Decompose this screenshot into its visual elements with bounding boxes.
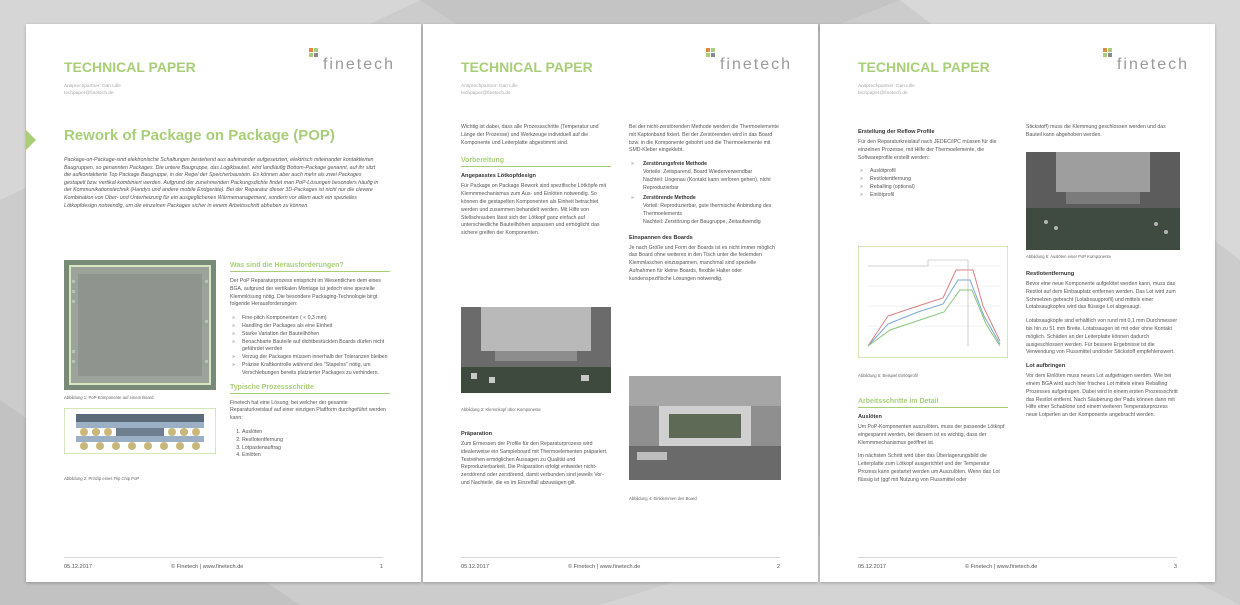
list-item: » Benachbarte Bauteile auf dichtbestückten Boards dürfen nicht gefährdet werden bbox=[230, 339, 390, 355]
reflow-text: Für den Reparaturkreislauf nach JEDEC/IPC müssen für die einzelnen Prozesse, mit Hilfe der Thermoelemente, die Softwareprofile erstellt werden: bbox=[858, 139, 997, 161]
finetech-logo bbox=[702, 48, 792, 74]
head-design-text: Für Package on Package Rework sind spezifische Lötköpfe mit Klemmmechanismus zum Aus- und Einlöten notwendig. So können die gestapelten Komponenten als Einheit betrachtet werden und zusammen behandelt werden. Mit Hilfe von Stellschrauben lässt sich der Lötkopf ganz einfach auf unterschiedliche Bauteilhöhen anpassen und ermöglicht das sichere greifen der Komponenten. bbox=[461, 183, 607, 237]
logo-mark-icon bbox=[706, 48, 716, 58]
right-column bbox=[629, 124, 783, 290]
method-con: Nachteil: Ungenau (Kontakt kann verloren gehen), nicht Reproduzierbar bbox=[643, 176, 771, 191]
clamp-head-photo bbox=[461, 307, 611, 393]
contact-name: Ansprechpartner: Dan Lille bbox=[64, 84, 121, 89]
method-name: Zerstörende Methode bbox=[643, 195, 696, 202]
list-item: » Verzug der Packages müssen innerhalb der Toleranzen bleiben bbox=[230, 354, 390, 362]
right-column-lower bbox=[1026, 254, 1180, 426]
head-design-heading: Angepasstes Lötkopfdesign bbox=[461, 173, 536, 180]
flipchip-diagram bbox=[64, 408, 216, 454]
residue-heading: Restlotentfernung bbox=[1026, 271, 1075, 277]
finetech-logo bbox=[1099, 48, 1189, 74]
typical-steps-heading: Typische Prozessschritte bbox=[230, 384, 390, 394]
preparation-subheading: Präparation bbox=[461, 431, 493, 437]
typical-steps-text: Finetech hat eine Lösung, bei welcher der gesamte Reparaturkreislauf auf einer einzigen Plattform durchgeführt werden kann: bbox=[230, 399, 386, 422]
document-page-2 bbox=[423, 24, 818, 582]
solder-profile-graph bbox=[858, 246, 1008, 358]
desoldering-photo bbox=[1026, 152, 1180, 250]
list-item: » Einlötprofil bbox=[858, 192, 1008, 200]
left-column bbox=[858, 124, 1008, 206]
left-column bbox=[461, 124, 611, 244]
right-column bbox=[1026, 124, 1180, 146]
desolder-heading: Auslöten bbox=[858, 414, 882, 420]
header-contact bbox=[461, 83, 518, 97]
intro-paragraph: Wichtig ist dabei, dass alle Prozessschritte (Temperatur und Länge der Prozesse) und Werkzeuge individuell auf die Komponente und Leiterplatte abgestimmt sind. bbox=[461, 124, 599, 146]
list-item: 4. Einlöten bbox=[242, 452, 390, 460]
footer-copyright: © Finetech | www.finetech.de bbox=[965, 564, 1038, 570]
list-item: » Auslötprofil bbox=[858, 168, 1008, 176]
list-item: » Präzise Kraftkontrolle während des "Stapelns" nötig, um Verschiebungen bereits platzierter Packages zu verhindern. bbox=[230, 362, 390, 378]
board-clamp-photo bbox=[629, 376, 781, 480]
list-item: » Handling der Packages als eine Einheit bbox=[230, 323, 390, 331]
method-item bbox=[629, 195, 783, 226]
preparation-column bbox=[461, 426, 611, 494]
apply-solder-text: Vor dem Einlöten muss neues Lot aufgetragen werden. Wie bei einem BGA wird auch hier frisches Lot mittels eines Reballing Prozesses aufgetragen. Dabei wird in einem ersten Prozessschritt das Restlot entfernt. Nach Säuberung der Pads können dann mit Hilfe einer Schablone und einem weiteren Temperaturprozess neue Lotperlen an der Komponente angebracht werden. bbox=[1026, 373, 1178, 419]
apply-solder-heading: Lot aufbringen bbox=[1026, 363, 1066, 370]
list-item: » Restlotentfernung bbox=[858, 176, 1008, 184]
footer-copyright: © Finetech | www.finetech.de bbox=[171, 564, 244, 570]
page-number: 3 bbox=[1173, 564, 1177, 570]
challenges-heading: Was sind die Herausforderungen? bbox=[230, 262, 390, 272]
footer-date: 05.12.2017 bbox=[64, 564, 92, 570]
logo-text: finetech bbox=[1116, 56, 1189, 73]
preparation-text: Zum Ermessen der Profile für den Reparaturprozess wird idealerweise ein Sampleboard mit Thermoelementen präpariert. Testreihen ermöglichen Aussagen zu Qualität und Reproduzierbarkeit. Die Präparation erfolgt entweder nicht-zerstörend oder zerstörend, damit verbunden sind jeweils Vor- und Nachteile, die es im Einzelfall abzuwägen gilt. bbox=[461, 441, 608, 486]
header-title: TECHNICAL PAPER bbox=[64, 59, 196, 75]
detail-heading: Arbeitsschritte im Detail bbox=[858, 398, 1008, 408]
list-item: 1. Auslöten bbox=[242, 429, 390, 437]
method-name: Zerstörungsfreie Methode bbox=[643, 161, 707, 168]
intro-paragraph: Package-on-Package-sind elektronische Schaltungen bestehend aus aufeinander aufgesetzten, elektrisch miteinander kontaktierten Baugruppen, so genannten Packages. Die untere Baugruppe, das Logikbauteil, wird landläufig Bottom-Package genannt, auf ihr sitzt die aufkontaktierte Top Package Baugruppe, in der Regel der Speicherbaustein. Es können aber auch mehr als zwei Packages gestapelt bzw. vertikal kombiniert werden. Aufgrund der zunehmenden Packungsdichte findet man PoP-Lösungen besonders häufig in der Kommunikationstechnik (Handys und andere mobile Endgeräte). Bei der Reparatur dieser 3D-Packages ist nicht nur die clevere Kombination von Ober- und Unterheizung für ein ausgeglichenes Wärmemanagement, sondern vor allem auch ein spezielles Lötkopfdesign notwendig, um die einzelnen Packages sicher in einem Arbeitsschritt abheben zu können. bbox=[64, 157, 379, 209]
figure-6-caption: Abbildung 6: Auslöten einer PoP Komponente bbox=[1026, 254, 1111, 259]
desolder-text-2: Im nächsten Schritt wird über das Überlagerungsbild die Leiterplatte zum Lötkopf ausgerichtet und der Temperatur Prozess kann gestartet werden um Auszulöten. Wenn das Lot flüssig ist (ggf mit Nutzung von Flussmittel oder bbox=[858, 453, 1000, 483]
contact-name: Ansprechpartner: Dan Lille bbox=[858, 84, 915, 89]
page-number: 1 bbox=[379, 564, 383, 570]
figure-4-caption: Abbildung 4: Einklemmen des Board bbox=[629, 496, 697, 501]
figure-2-caption: Abbildung 2: Prinzip eines Flip Chip PoP bbox=[64, 476, 140, 481]
list-item: » Reballing (optional) bbox=[858, 184, 1008, 192]
document-page-3 bbox=[820, 24, 1215, 582]
header-title: TECHNICAL PAPER bbox=[858, 59, 990, 75]
clamp-text: Je nach Größe und Form der Boards ist es nicht immer möglich das Board ohne weiteres in den Tisch unter die federnden Klemmlaschen einzuspannen, manchmal sind spezielle Aufnahmen für kleine Boards, flexible Halter oder kundenspezifische Lösungen notwendig. bbox=[629, 244, 775, 282]
header-contact bbox=[858, 83, 915, 97]
page-title: Rework of Package on Package (POP) bbox=[64, 127, 335, 144]
page-number: 2 bbox=[776, 564, 780, 570]
challenges-list bbox=[230, 315, 390, 377]
logo-mark-icon bbox=[309, 48, 319, 58]
method-pro: Vorteile: Zeitsparend, Board Wiederverwendbar bbox=[643, 168, 753, 175]
footer-date: 05.12.2017 bbox=[461, 564, 489, 570]
finetech-logo bbox=[305, 48, 395, 74]
list-item: 2. Restlotentfernung bbox=[242, 437, 390, 445]
reflow-heading: Erstellung der Reflow Profile bbox=[858, 129, 935, 135]
footer-divider bbox=[64, 557, 383, 558]
method-item bbox=[629, 161, 783, 192]
residue-text-1: Bevor eine neue Komponente aufgelötet werden kann, muss das Restlot auf dem Einbauplatz entfernen werden. Das Lot wird zum Schmelzen gebracht (Lotabsaugprofil) und mittels einer Lotabsaugkopfes wird das flüssige Lot abgesaugt. bbox=[1026, 281, 1176, 311]
footer-divider bbox=[461, 557, 780, 558]
header-contact bbox=[64, 83, 121, 97]
desolder-text-1: Um PoP-Komponenten auszulöten, muss der passende Lötkopf eingespannt werden, bei diesem ist es wichtig, dass der Klemmmechanismus geöffnet ist. bbox=[858, 424, 1005, 446]
header-title: TECHNICAL PAPER bbox=[461, 59, 593, 75]
profiles-list bbox=[858, 168, 1008, 199]
residue-text-2: Lotabsaugköpfe sind erhältlich von rund mit 0,1 mm Durchmesser bis hin zu 51 mm Breite. Lotabsaugen ist mit oder ohne Kontakt möglich. Schäden an der Leiterplatte können dadurch ausgeschlossen werden. Für bessere Ergebnisse ist die Verwendung von Flussmittel und/oder Stickstoff empfehlenswert. bbox=[1026, 318, 1178, 356]
method-con: Nachteil: Zerstörung der Baugruppe, Zeitaufwendig bbox=[643, 218, 761, 225]
footer-date: 05.12.2017 bbox=[858, 564, 886, 570]
contact-email: techpaper@finetech.de bbox=[64, 91, 114, 96]
challenges-text: Der PoP Reparaturprozess entspricht im Wesentlichen dem eines BGA, aufgrund der vertikalen Montage ist jedoch eine spezielle Klemmlösung nötig. Die besondere Packaging-Technologie birgt folgende Herausforderungen: bbox=[230, 278, 381, 308]
list-item: » Starke Variation der Bauteilhöhen bbox=[230, 331, 390, 339]
footer-divider bbox=[858, 557, 1177, 558]
footer-copyright: © Finetech | www.finetech.de bbox=[568, 564, 641, 570]
title-arrow-icon bbox=[26, 130, 36, 150]
logo-mark-icon bbox=[1103, 48, 1113, 58]
document-page-1 bbox=[26, 24, 421, 582]
detail-column bbox=[858, 394, 1008, 491]
desolder-continued-text: Stickstoff) muss die Klemmung geschlossen werden und das Bauteil kann abgehoben werden. bbox=[1026, 124, 1166, 138]
figure-3-caption: Abbildung 3: Klemmkopf über Komponente bbox=[461, 407, 541, 412]
figure-1-caption: Abbildung 1: PoP-Komponente auf einem Board bbox=[64, 395, 154, 400]
list-item: » Fine-pitch Komponenten ( < 0,3 mm) bbox=[230, 315, 390, 323]
method-intro-text: Bei der nicht-zerstörenden Methode werden die Thermoelemente mit Kaptonband fixiert. Bei der Zerstörenden wird in das Board bzw. in die Komponente gebohrt und die Thermoelemente mit SMD-Kleber eingeklebt. bbox=[629, 124, 779, 154]
contact-name: Ansprechpartner: Dan Lille bbox=[461, 84, 518, 89]
list-item: 3. Lotpastenauftrag bbox=[242, 445, 390, 453]
steps-list bbox=[230, 429, 390, 460]
method-pro: Vorteil: Reproduzierbar, gute thermische Anbindung des Thermoelements bbox=[643, 203, 772, 217]
right-column bbox=[230, 258, 390, 466]
contact-email: techpaper@finetech.de bbox=[461, 91, 511, 96]
logo-text: finetech bbox=[719, 56, 792, 73]
logo-text: finetech bbox=[322, 56, 395, 73]
preparation-heading: Vorbereitung bbox=[461, 157, 611, 167]
clamp-heading: Einspannen des Boards bbox=[629, 234, 693, 241]
figure-5-caption: Abbildung 5: Beispiel Einlötprofil bbox=[858, 373, 918, 378]
chip-photo bbox=[64, 260, 216, 390]
contact-email: techpaper@finetech.de bbox=[858, 91, 908, 96]
